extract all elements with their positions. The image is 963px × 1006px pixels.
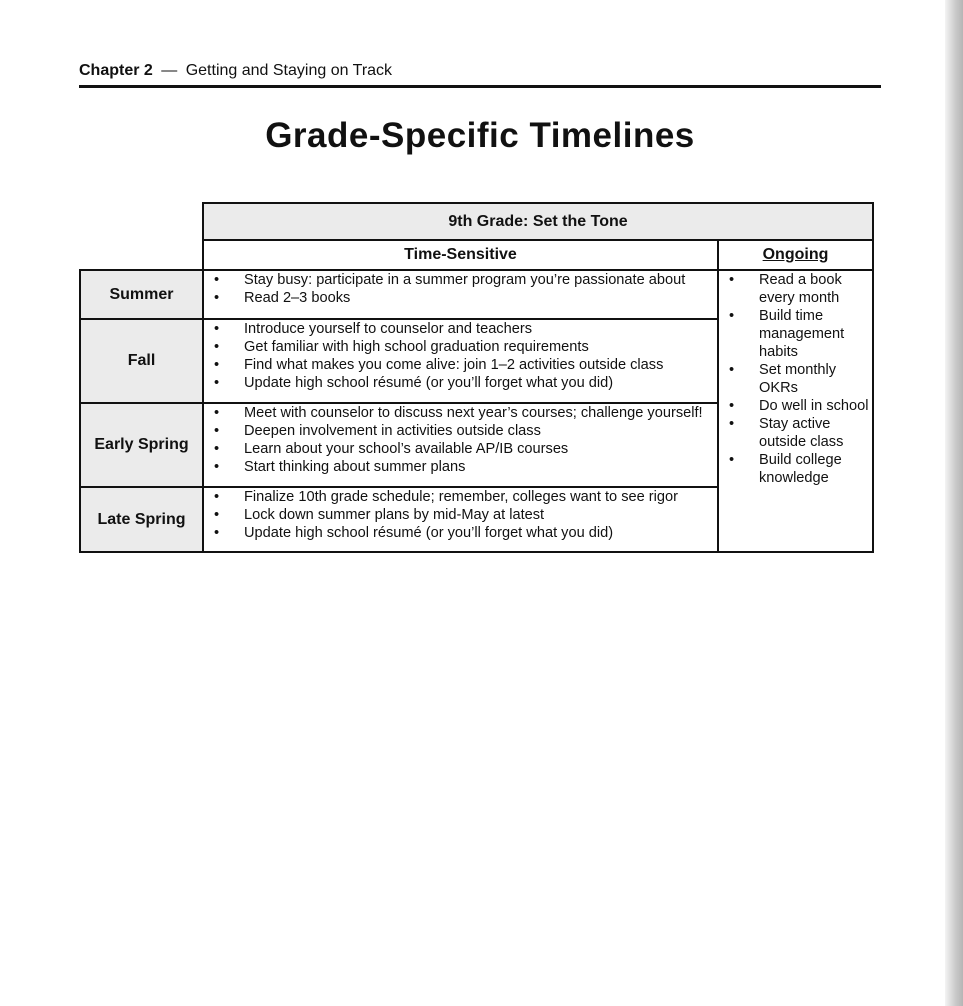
season-summer: Summer (80, 270, 203, 319)
list-item: • Read a book every month (719, 271, 872, 307)
list-item: • Find what makes you come alive: join 1–2 activities outside class (204, 356, 717, 374)
header-separator: — (161, 62, 178, 79)
early-spring-items (203, 403, 718, 487)
season-early-spring: Early Spring (80, 403, 203, 487)
list-item: • Stay busy: participate in a summer program you’re passionate about (204, 271, 717, 289)
list-item: • Lock down summer plans by mid-May at latest (204, 506, 717, 524)
list-item: • Update high school résumé (or you’ll forget what you did) (204, 524, 717, 542)
page-edge-shadow (945, 0, 963, 1006)
ongoing-heading-cell (718, 240, 873, 270)
list-item: • Set monthly OKRs (719, 361, 872, 397)
ongoing-items (718, 270, 873, 552)
fall-items (203, 319, 718, 403)
list-item: • Learn about your school’s available AP/IB courses (204, 440, 717, 458)
summer-items (203, 270, 718, 319)
late-spring-items (203, 487, 718, 552)
list-item: • Build college knowledge (719, 451, 872, 487)
chapter-title: Getting and Staying on Track (185, 62, 393, 79)
list-item: • Update high school résumé (or you’ll forget what you did) (204, 374, 717, 392)
grade-heading: 9th Grade: Set the Tone (203, 203, 873, 240)
list-item: • Stay active outside class (719, 415, 872, 451)
list-item: • Meet with counselor to discuss next year’s courses; challenge yourself! (204, 404, 717, 422)
timeline-table (79, 202, 874, 553)
list-item: • Read 2–3 books (204, 289, 717, 307)
list-item: • Introduce yourself to counselor and teachers (204, 320, 717, 338)
ongoing-heading: Ongoing (762, 246, 829, 263)
time-sensitive-heading: Time-Sensitive (203, 240, 718, 270)
list-item: • Do well in school (719, 397, 872, 415)
season-fall: Fall (80, 319, 203, 403)
season-late-spring: Late Spring (80, 487, 203, 552)
list-item: • Start thinking about summer plans (204, 458, 717, 476)
list-item: • Deepen involvement in activities outside class (204, 422, 717, 440)
list-item: • Finalize 10th grade schedule; remember, colleges want to see rigor (204, 488, 717, 506)
chapter-label: Chapter 2 (79, 62, 153, 79)
running-head (79, 60, 881, 88)
list-item: • Build time management habits (719, 307, 872, 361)
list-item: • Get familiar with high school graduation requirements (204, 338, 717, 356)
page-title: Grade-Specific Timelines (265, 116, 695, 155)
